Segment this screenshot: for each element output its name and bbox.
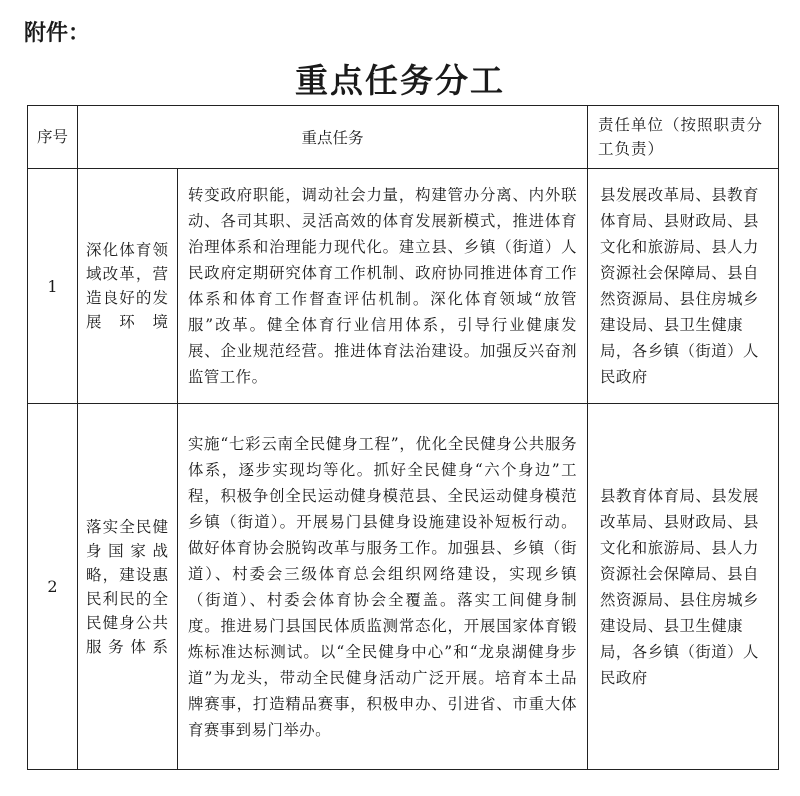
row-category: 落实全民健身国家战略，建设惠民利民的全民健身公共服务体系 bbox=[78, 404, 178, 770]
attachment-label: 附件： bbox=[24, 21, 91, 46]
table-row bbox=[28, 169, 779, 404]
table-header-row bbox=[28, 106, 779, 169]
header-responsible: 责任单位（按照职责分工负责） bbox=[588, 106, 779, 169]
row-description: 转变政府职能，调动社会力量，构建管办分离、内外联动、各司其职、灵活高效的体育发展新模式，推进体育治理体系和治理能力现代化。建立县、乡镇（街道）人民政府定期研究体育工作机制、政府协同推进体育工作体系和体育工作督查评估机制。深化体育领域“放管服”改革。健全体育行业信用体系，引导行业健康发展、企业规范经营。推进体育法治建设。加强反兴奋剂监管工作。 bbox=[178, 169, 588, 404]
row-category: 深化体育领域改革，营造良好的发展环境 bbox=[78, 169, 178, 404]
header-seq: 序号 bbox=[28, 106, 78, 169]
table-row bbox=[28, 404, 779, 770]
row-seq: 1 bbox=[28, 169, 78, 404]
task-table bbox=[27, 105, 779, 770]
row-seq: 2 bbox=[28, 404, 78, 770]
page-title: 重点任务分工 bbox=[295, 61, 505, 100]
row-responsible: 县发展改革局、县教育体育局、县财政局、县文化和旅游局、县人力资源社会保障局、县自然资源局、县住房城乡建设局、县卫生健康局，各乡镇（街道）人民政府 bbox=[588, 169, 779, 404]
row-responsible: 县教育体育局、县发展改革局、县财政局、县文化和旅游局、县人力资源社会保障局、县自然资源局、县住房城乡建设局、县卫生健康局，各乡镇（街道）人民政府 bbox=[588, 404, 779, 770]
row-description: 实施“七彩云南全民健身工程”，优化全民健身公共服务体系，逐步实现均等化。抓好全民健身“六个身边”工程，积极争创全民运动健身模范县、全民运动健身模范乡镇（街道）。开展易门县健身设施建设补短板行动。做好体育协会脱钩改革与服务工作。加强县、乡镇（街道）、村委会三级体育总会组织网络建设，实现乡镇（街道）、村委会体育协会全覆盖。落实工间健身制度。推进易门县国民体质监测常态化，开展国家体育锻炼标准达标测试。以“全民健身中心”和“龙泉湖健身步道”为龙头，带动全民健身活动广泛开展。培育本土品牌赛事，打造精品赛事，积极申办、引进省、市重大体育赛事到易门举办。 bbox=[178, 404, 588, 770]
header-task: 重点任务 bbox=[78, 106, 588, 169]
